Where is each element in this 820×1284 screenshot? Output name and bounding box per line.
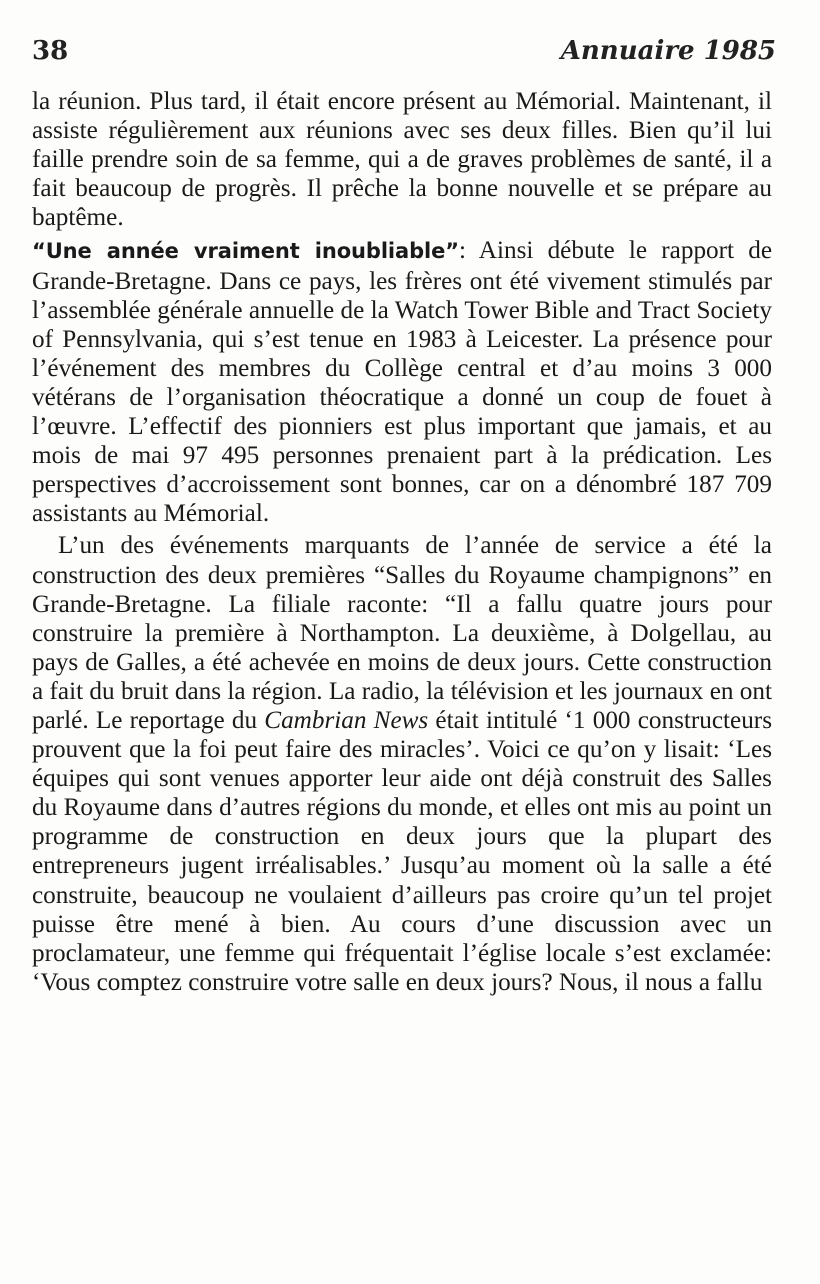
paragraph-text-part: était intitulé ‘1 000 constructeurs prouvent que la foi peut faire des miracles’. Voici ce qu’on y lisait: ‘Les équipes qui sont venues apporter leur aide ont déjà construit des Salles du Royaume dans d’autres régions du monde, et elles ont mis au point un programme de construction en deux jours que la plupart des entrepreneurs jugent irréalisables.’ Jusqu’au moment où la salle a été construite, beaucoup ne voulaient d’ailleurs pas croire qu’un tel projet puisse être mené à bien. Au cours d’une discussion avec un proclamateur, une femme qui fréquentait l’église locale s’est exclamée: ‘Vous comptez construire votre salle en deux jours? Nous, il nous a fallu — [32, 706, 772, 996]
paragraph-text-part: L’un des événements marquants de l’année de service a été la construction des deux premières “Salles du Royaume champignons” en Grande-Bretagne. La filiale raconte: “Il a fallu quatre jours pour construire la première à Northampton. La deuxième, à Dolgellau, au pays de Galles, a été achevée en moins de deux jours. Cette construction a fait du bruit dans la région. La radio, la télévision et les journaux en ont parlé. Le reportage du — [32, 532, 772, 734]
paragraph-continuation: la réunion. Plus tard, il était encore présent au Mémorial. Maintenant, il assiste régulièrement aux réunions avec ses deux filles. Bien qu’il lui faille prendre soin de sa femme, qui a de graves problèmes de santé, il a fait beaucoup de progrès. Il prêche la bonne nouvelle et se prépare au baptême. — [32, 88, 772, 232]
body-text — [32, 87, 772, 997]
paragraph-lead-heading: “Une année vraiment inoubliable” — [32, 239, 459, 264]
paragraph-great-britain-report — [32, 236, 772, 528]
running-title: Annuaire 1985 — [560, 36, 776, 66]
paragraph-kingdom-halls — [32, 531, 772, 997]
paragraph-body: : Ainsi débute le rapport de Grande-Bretagne. Dans ce pays, les frères ont été vivement stimulés par l’assemblée générale annuelle de la Watch Tower Bible and Tract Society of Pennsylvania, qui s’est tenue en 1983 à Leicester. La présence pour l’événement des membres du Collège central et d’au moins 3 000 vétérans de l’organisation théocratique a donné un coup de fouet à l’œuvre. L’effectif des pionniers est plus important que jamais, et au mois de mai 97 495 personnes prenaient part à la prédication. Les perspectives d’accroissement sont bonnes, car on a dénombré 187 709 assistants au Mémorial. — [32, 237, 773, 528]
page-number: 38 — [32, 36, 69, 66]
page-header — [32, 36, 776, 76]
newspaper-title: Cambrian News — [264, 706, 429, 734]
